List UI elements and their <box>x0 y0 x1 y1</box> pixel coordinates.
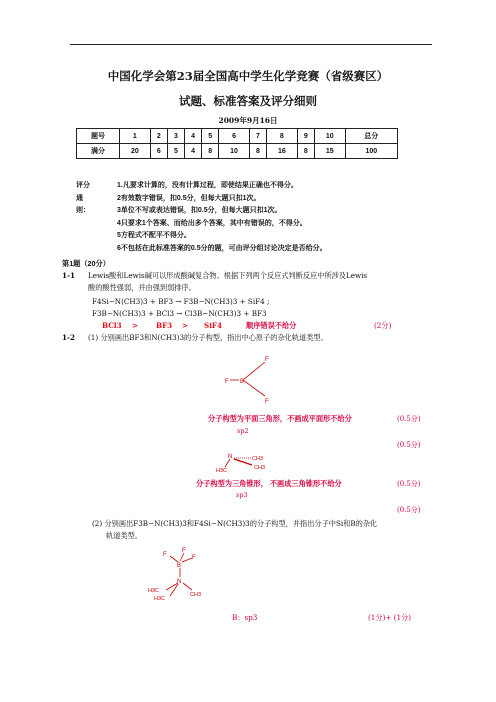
score-table-cell: 2 <box>150 129 167 144</box>
answer-order-1: BCl3 <box>102 321 122 330</box>
atom-label: H3C <box>148 588 160 594</box>
atom-label: H3C <box>154 596 166 602</box>
document-subtitle: 试题、标准答案及评分细则 <box>179 94 317 108</box>
atom-label: N <box>228 454 233 460</box>
score-table <box>76 128 398 159</box>
b-hybrid-score: (1分)+ (1分) <box>368 613 412 622</box>
b-hybrid-answer: B：sp3 <box>232 613 258 622</box>
grading-rule-item: 5方程式不配平不得分。 <box>117 232 191 239</box>
question-text: (1) 分别画出BF3和N(CH3)3的分子构型，指出中心原子的杂化轨道类型。 <box>88 333 328 342</box>
score-table-header-label: 题号 <box>77 129 120 144</box>
grading-rule-item: 1.凡要求计算的，没有计算过程，即使结果正确也不得分。 <box>117 182 298 189</box>
answer-order-gt: > <box>182 321 189 330</box>
question-heading: 第1题（20分） <box>62 259 110 268</box>
grading-rule-item: 4只要求1个答案、而给出多个答案，其中有错误的，不得分。 <box>117 219 307 227</box>
score-table-cell: 4 <box>184 144 201 159</box>
reaction-equation: F3B−N(CH3)3 + BCl3 → Cl3B−N(CH3)3 + BF3 <box>92 309 267 318</box>
atom-label: H3C <box>216 468 228 474</box>
nme3-hybrid: sp3 <box>236 491 248 499</box>
question-text: (2) 分别画出F3B−N(CH3)3和F4Si−N(CH3)3的分子构型，并指出分子中Si和B的杂化 <box>92 519 378 528</box>
atom-label: F <box>192 555 196 561</box>
score-table-cell: 总分 <box>345 129 397 144</box>
score-table-cell: 5 <box>202 129 219 144</box>
atom-label: F <box>163 552 167 558</box>
score-table-cell: 16 <box>267 144 298 159</box>
nme3-hybrid-score: (0.5分) <box>397 506 421 514</box>
score-table-cell: 5 <box>167 144 184 159</box>
atom-label: B <box>177 563 182 569</box>
nme3-score: (0.5分) <box>397 480 421 488</box>
question-text: Lewis酸和Lewis碱可以形成酸碱复合物。根据下列两个反应式判断反应中所涉及Lewis <box>88 271 368 280</box>
score-table-cell: 10 <box>314 129 345 144</box>
score-table-cell: 8 <box>249 144 266 159</box>
score-table-cell: 3 <box>167 129 184 144</box>
score-table-cell: 10 <box>219 144 250 159</box>
grading-rule-item: 2有效数字错误，扣0.5分，但每大题只扣1次。 <box>117 194 261 202</box>
score-table-cell: 20 <box>120 144 151 159</box>
question-text: 轨道类型。 <box>106 531 142 540</box>
answer-note: 顺序错误不给分 <box>246 321 297 330</box>
nme3-answer: 分子构型为三角锥形， 不画成三角锥形不给分 <box>196 479 342 488</box>
bf3-hybrid: sp2 <box>237 427 249 435</box>
score-table-cell: 100 <box>345 144 397 159</box>
question-text: 酸的酸性强弱，并由强到弱排序。 <box>88 283 196 292</box>
atom-label: CH3 <box>254 465 266 471</box>
score-table-header-label: 满分 <box>77 144 120 159</box>
answer-order-gt: > <box>132 321 139 330</box>
score-table-cell: 15 <box>314 144 345 159</box>
nme3-structure <box>216 450 286 480</box>
bf3-answer: 分子构型为平面三角形，不画成平面形不给分 <box>208 414 352 423</box>
score-table-cell: 7 <box>249 129 266 144</box>
score-table-cell: 8 <box>202 144 219 159</box>
score-table-row-numbers <box>77 129 398 144</box>
bf3-structure <box>225 348 285 410</box>
document-title: 中国化学会第23届全国高中学生化学竞赛（省级赛区） <box>107 69 389 83</box>
atom-label: F <box>225 379 229 385</box>
score-table-cell: 4 <box>184 129 201 144</box>
atom-label: CH3 <box>252 456 264 462</box>
atom-label: CH3 <box>190 592 202 598</box>
question-number: 1-1 <box>62 271 75 280</box>
grading-rule-item: 3单位不写或表达错误，扣0.5分，但每大题只扣1次。 <box>117 207 282 214</box>
score-table-cell: 8 <box>297 144 314 159</box>
answer-order-2: BF3 <box>156 321 173 330</box>
grading-rules-label: 评分通则： <box>76 182 90 214</box>
atom-label: N <box>177 579 182 585</box>
reaction-equation: F4Si−N(CH3)3 + BF3 → F3B−N(CH3)3 + SiF4 ; <box>92 297 270 306</box>
atom-label: F <box>182 548 186 554</box>
grading-rule-item: 6不包括在此标准答案的0.5分的题，可由评分组讨论决定是否给分。 <box>117 244 327 252</box>
question-number: 1-2 <box>62 333 75 342</box>
answer-score: (2分) <box>374 321 392 330</box>
answer-order-3: SiF4 <box>204 321 223 330</box>
score-table-row-scores <box>77 144 398 159</box>
atom-label: F <box>265 357 269 363</box>
document-date: 2009年9月16日 <box>218 116 278 125</box>
top-rule <box>70 44 432 45</box>
score-table-cell: 8 <box>267 129 298 144</box>
atom-label: B <box>240 379 245 385</box>
bf3-hybrid-score: (0.5分) <box>397 441 421 449</box>
score-table-cell: 6 <box>219 129 250 144</box>
score-table-cell: 1 <box>120 129 151 144</box>
f3b-nme3-structure <box>144 544 214 604</box>
atom-label: F <box>265 399 269 405</box>
score-table-cell: 6 <box>150 144 167 159</box>
score-table-cell: 9 <box>297 129 314 144</box>
bf3-score: (0.5分) <box>397 415 421 423</box>
